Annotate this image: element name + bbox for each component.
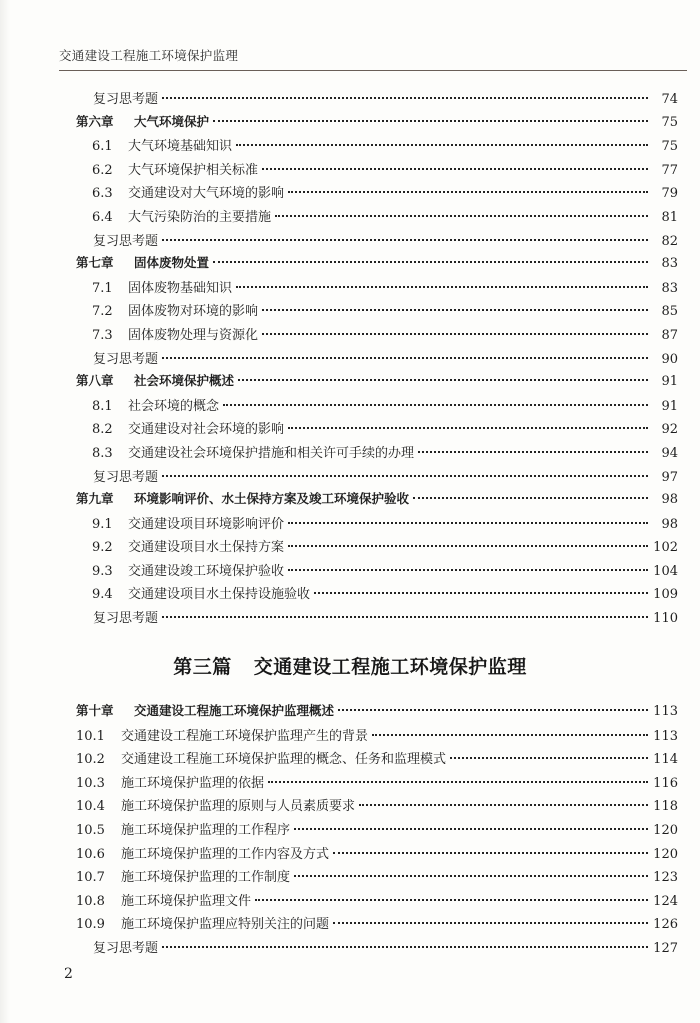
dot-leader <box>162 616 648 618</box>
entry-number: 10.8 <box>76 893 105 909</box>
entry-page-number: 116 <box>653 775 678 791</box>
entry-number: 6.2 <box>92 162 113 178</box>
dot-leader <box>262 168 648 170</box>
entry-number: 7.3 <box>92 327 113 343</box>
entry-title: 施工环境保护监理的工作内容及方式 <box>121 846 330 862</box>
toc-chapter-entry <box>76 112 678 136</box>
entry-title: 固体废物处理与资源化 <box>128 327 259 343</box>
entry-number: 6.3 <box>92 186 113 202</box>
running-header: 交通建设工程施工环境保护监理 <box>59 48 239 63</box>
entry-page-number: 124 <box>653 893 678 909</box>
entry-title: 环境影响评价、水土保持方案及竣工环境保护验收 <box>134 491 410 507</box>
toc-section-entry <box>76 324 678 348</box>
entry-title: 复习思考题 <box>93 92 159 107</box>
entry-title: 交通建设对社会环境的影响 <box>128 422 285 438</box>
entry-title: 大气环境基础知识 <box>128 139 233 155</box>
dot-leader <box>288 569 648 571</box>
entry-page-number: 77 <box>661 162 678 178</box>
toc-chapter-entry <box>76 489 678 513</box>
toc-review-entry <box>76 466 678 490</box>
toc-section-entry <box>76 536 678 560</box>
toc-review-entry <box>76 937 678 961</box>
toc-review-entry <box>76 230 678 254</box>
table-of-contents-part-three <box>76 701 678 961</box>
toc-section-entry <box>76 277 678 301</box>
entry-title: 施工环境保护监理文件 <box>121 893 252 909</box>
entry-number: 10.4 <box>76 799 105 815</box>
entry-page-number: 120 <box>653 822 678 838</box>
entry-title: 交通建设工程施工环境保护监理产生的背景 <box>121 728 369 744</box>
entry-page-number: 79 <box>661 186 678 202</box>
entry-number: 9.1 <box>92 516 113 532</box>
entry-page-number: 123 <box>653 870 678 886</box>
entry-page-number: 114 <box>653 752 678 768</box>
dot-leader <box>262 333 648 335</box>
dot-leader <box>162 946 648 948</box>
entry-number: 7.1 <box>92 280 113 296</box>
entry-page-number: 83 <box>661 256 678 272</box>
dot-leader <box>236 286 648 288</box>
entry-title: 施工环境保护监理的原则与人员素质要求 <box>121 799 356 815</box>
entry-page-number: 109 <box>653 587 678 603</box>
entry-number: 10.2 <box>76 752 105 768</box>
entry-number: 10.5 <box>76 822 105 838</box>
entry-page-number: 94 <box>661 445 678 461</box>
entry-number: 8.2 <box>92 422 113 438</box>
entry-page-number: 113 <box>653 704 678 719</box>
toc-section-entry <box>76 819 678 843</box>
entry-page-number: 92 <box>661 422 678 438</box>
dot-leader <box>213 261 648 263</box>
entry-title: 社会环境的概念 <box>128 398 220 414</box>
toc-chapter-entry <box>76 253 678 277</box>
dot-leader <box>450 757 648 759</box>
toc-review-entry <box>76 607 678 631</box>
toc-section-entry <box>76 725 678 749</box>
entry-page-number: 91 <box>661 398 678 414</box>
entry-page-number: 98 <box>661 516 678 532</box>
entry-title: 复习思考题 <box>93 233 159 249</box>
toc-section-entry <box>76 206 678 230</box>
dot-leader <box>288 522 648 524</box>
entry-number: 10.3 <box>76 775 105 791</box>
toc-section-entry <box>76 913 678 937</box>
entry-page-number: 102 <box>653 540 678 556</box>
entry-number: 7.2 <box>92 304 113 320</box>
entry-number: 9.3 <box>92 563 113 579</box>
dot-leader <box>338 709 648 711</box>
entry-title: 固体废物对环境的影响 <box>128 304 259 320</box>
entry-title: 固体废物基础知识 <box>128 280 233 296</box>
entry-title: 交通建设项目水土保持设施验收 <box>128 587 311 603</box>
entry-page-number: 74 <box>661 92 678 107</box>
dot-leader <box>162 97 648 99</box>
entry-number: 9.4 <box>92 587 113 603</box>
entry-title: 固体废物处置 <box>134 255 210 271</box>
dot-leader <box>162 475 648 477</box>
entry-title: 交通建设对大气环境的影响 <box>128 186 285 202</box>
dot-leader <box>294 875 648 877</box>
entry-title: 复习思考题 <box>93 611 159 627</box>
entry-title: 施工环境保护监理应特别关注的问题 <box>121 917 330 933</box>
dot-leader <box>238 379 648 381</box>
entry-title: 交通建设项目环境影响评价 <box>128 516 285 532</box>
entry-page-number: 81 <box>661 209 678 225</box>
entry-title: 社会环境保护概述 <box>134 373 235 389</box>
dot-leader <box>162 357 648 359</box>
page-edge-shadow <box>0 0 10 1023</box>
entry-title: 复习思考题 <box>93 351 159 367</box>
entry-title: 大气污染防治的主要措施 <box>128 209 272 225</box>
toc-section-entry <box>76 795 678 819</box>
entry-title: 交通建设社会环境保护措施和相关许可手续的办理 <box>128 445 415 461</box>
toc-section-entry <box>76 395 678 419</box>
entry-page-number: 87 <box>661 327 678 343</box>
toc-section-entry <box>76 843 678 867</box>
dot-leader <box>288 427 648 429</box>
entry-page-number: 110 <box>653 611 678 627</box>
entry-title: 大气环境保护 <box>134 113 210 129</box>
entry-page-number: 97 <box>661 469 678 485</box>
toc-section-entry <box>76 748 678 772</box>
toc-section-entry <box>76 159 678 183</box>
dot-leader <box>413 497 648 499</box>
dot-leader <box>275 215 648 217</box>
entry-page-number: 82 <box>661 233 678 249</box>
entry-title: 交通建设项目水土保持方案 <box>128 540 285 556</box>
entry-number: 6.1 <box>92 139 113 155</box>
entry-page-number: 118 <box>653 799 678 815</box>
toc-review-entry <box>76 88 678 112</box>
toc-section-entry <box>76 583 678 607</box>
toc-section-entry <box>76 513 678 537</box>
toc-section-entry <box>76 772 678 796</box>
entry-title: 交通建设竣工环境保护验收 <box>128 563 285 579</box>
toc-section-entry <box>76 560 678 584</box>
entry-page-number: 120 <box>653 846 678 862</box>
entry-title: 复习思考题 <box>93 940 159 956</box>
entry-page-number: 127 <box>653 940 678 956</box>
dot-leader <box>418 451 648 453</box>
entry-number: 第九章 <box>76 491 114 507</box>
toc-section-entry <box>76 442 678 466</box>
dot-leader <box>333 852 648 854</box>
entry-number: 10.9 <box>76 917 105 933</box>
entry-number: 8.3 <box>92 445 113 461</box>
entry-title: 交通建设工程施工环境保护监理概述 <box>134 703 335 718</box>
entry-page-number: 104 <box>653 563 678 579</box>
entry-page-number: 75 <box>661 114 678 130</box>
entry-number: 第八章 <box>76 373 114 389</box>
dot-leader <box>372 734 648 736</box>
entry-number: 第十章 <box>76 703 114 718</box>
entry-number: 9.2 <box>92 540 113 556</box>
toc-section-entry <box>76 135 678 159</box>
entry-title: 大气环境保护相关标准 <box>128 162 259 178</box>
page-number: 2 <box>64 966 73 982</box>
entry-page-number: 98 <box>661 492 678 508</box>
part-label: 第三篇 <box>173 656 232 678</box>
dot-leader <box>314 592 648 594</box>
dot-leader <box>268 781 648 783</box>
toc-chapter-entry <box>76 371 678 395</box>
dot-leader <box>255 899 648 901</box>
dot-leader <box>359 804 648 806</box>
dot-leader <box>294 828 648 830</box>
entry-page-number: 113 <box>653 728 678 744</box>
toc-section-entry <box>76 182 678 206</box>
toc-chapter-entry <box>76 701 678 725</box>
dot-leader <box>288 191 648 193</box>
dot-leader <box>236 144 648 146</box>
toc-section-entry <box>76 418 678 442</box>
entry-page-number: 91 <box>661 374 678 390</box>
dot-leader <box>213 120 648 122</box>
header-rule <box>59 70 687 71</box>
entry-page-number: 85 <box>661 304 678 320</box>
entry-number: 10.7 <box>76 870 105 886</box>
dot-leader <box>223 404 648 406</box>
entry-title: 交通建设工程施工环境保护监理的概念、任务和监理模式 <box>121 752 447 768</box>
entry-title: 施工环境保护监理的依据 <box>121 775 265 791</box>
dot-leader <box>288 545 648 547</box>
part-three-heading <box>0 652 700 679</box>
entry-number: 10.1 <box>76 728 105 744</box>
toc-section-entry <box>76 890 678 914</box>
toc-section-entry <box>76 866 678 890</box>
entry-number: 6.4 <box>92 209 113 225</box>
entry-page-number: 126 <box>653 917 678 933</box>
entry-title: 施工环境保护监理的工作程序 <box>121 822 291 838</box>
entry-title: 复习思考题 <box>93 469 159 485</box>
table-of-contents-part-two <box>76 88 678 631</box>
entry-page-number: 83 <box>661 280 678 296</box>
dot-leader <box>333 922 648 924</box>
toc-review-entry <box>76 348 678 372</box>
entry-number: 10.6 <box>76 846 105 862</box>
entry-number: 第七章 <box>76 255 114 271</box>
part-title-text: 交通建设工程施工环境保护监理 <box>253 656 527 678</box>
dot-leader <box>262 309 648 311</box>
entry-number: 第六章 <box>76 113 114 129</box>
entry-page-number: 75 <box>661 139 678 155</box>
entry-number: 8.1 <box>92 398 113 414</box>
entry-title: 施工环境保护监理的工作制度 <box>121 870 291 886</box>
entry-page-number: 90 <box>661 351 678 367</box>
dot-leader <box>162 239 648 241</box>
toc-section-entry <box>76 300 678 324</box>
